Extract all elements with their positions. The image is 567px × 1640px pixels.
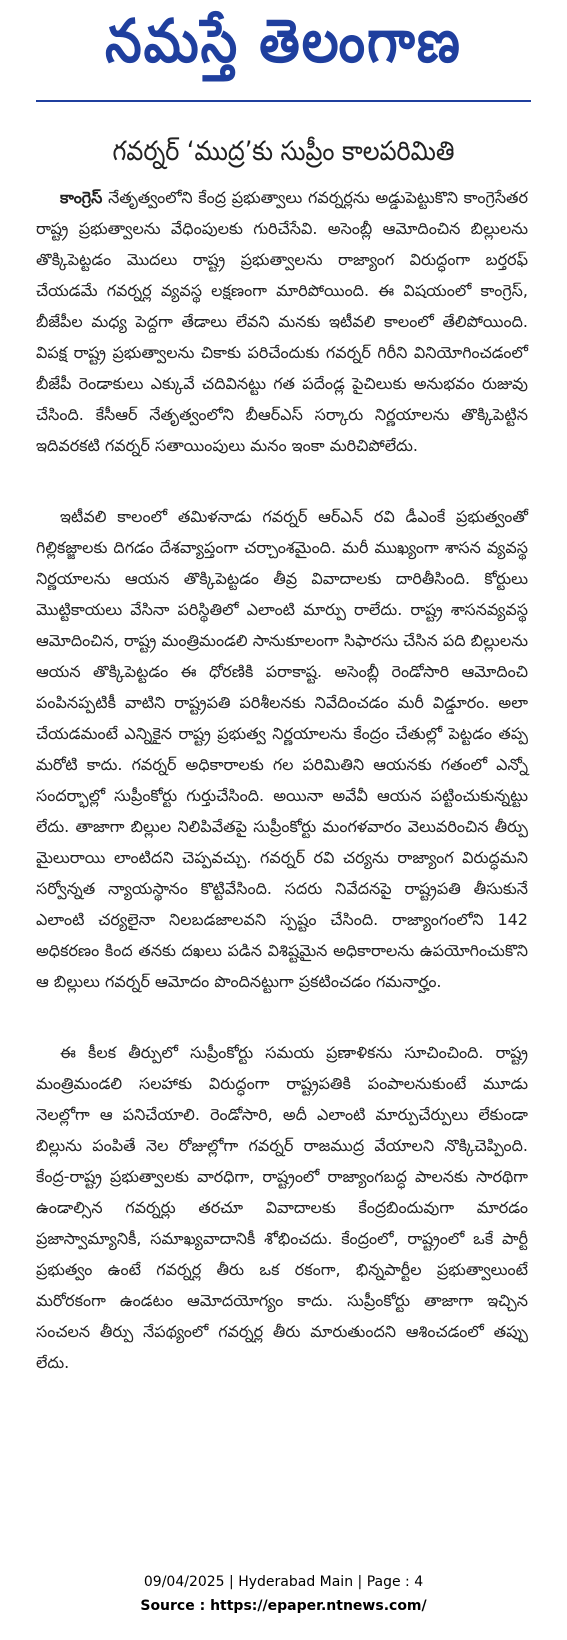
article-body xyxy=(36,182,528,1378)
paragraph-text: నేతృత్వంలోని కేంద్ర ప్రభుత్వాలు గవర్నర్లను అడ్డుపెట్టుకొని కాంగ్రెసేతర రాష్ట్ర ప్రభుత్వాలను వేధింపులకు గురిచేసేవి. అసెంబ్లీ ఆమోదించిన బిల్లులను తొక్కిపెట్టడం మొదలు రాష్ట్ర ప్రభుత్వాలను రాజ్యాంగ విరుద్ధంగా బర్తరఫ్ చేయడమే గవర్నర్ల వ్యవస్థ లక్షణంగా మారిపోయింది. ఈ విషయంలో కాంగ్రెస్, బీజేపీల మధ్య పెద్దగా తేడాలు లేవని మనకు ఇటీవలి కాలంలో తేలిపోయింది. విపక్ష రాష్ట్ర ప్రభుత్వాలను చికాకు పరిచేందుకు గవర్నర్ గిరీని వినియోగించడంలో బీజేపీ రెండాకులు ఎక్కువే చదివినట్టు గత పదేండ్ల పైచిలుకు అనుభవం రుజువు చేసింది. కేసీఆర్ నేతృత్వంలోని బీఆర్ఎస్ సర్కారు నిర్ణయాలను తొక్కిపెట్టిన ఇదివరకటి గవర్నర్ సతాయింపులు మనం ఇంకా మరిచిపోలేదు. xyxy=(36,188,528,455)
article-headline: గవర్నర్ ‘ముద్ర’కు సుప్రీం కాలపరిమితి xyxy=(112,136,455,168)
footer-edition-info: 09/04/2025 | Hyderabad Main | Page : 4 xyxy=(143,1574,424,1590)
masthead-divider xyxy=(36,100,531,102)
paragraph-lead-word: కాంగ్రెస్ xyxy=(60,188,103,207)
article-paragraph xyxy=(36,1037,528,1378)
footer-source: Source : https://epaper.ntnews.com/ xyxy=(140,1598,427,1614)
article-paragraph xyxy=(36,182,528,461)
article-paragraph xyxy=(36,501,528,997)
masthead xyxy=(0,0,567,98)
newspaper-logo: నమస్తే తెలంగాణ xyxy=(105,7,462,77)
paragraph-text: ఈ కీలక తీర్పులో సుప్రీంకోర్టు సమయ ప్రణాళికను సూచించింది. రాష్ట్ర మంత్రిమండలి సలహాకు విరుద్ధంగా రాష్ట్రపతికి పంపాలనుకుంటే మూడు నెలల్లోగా ఆ పనిచేయాలి. రెండోసారి, అదీ ఎలాంటి మార్పుచేర్పులు లేకుండా బిల్లును పంపితే నెల రోజుల్లోగా గవర్నర్ రాజముద్ర వేయాలని నొక్కిచెప్పింది. కేంద్ర-రాష్ట్ర ప్రభుత్వాలకు వారధిగా, రాష్ట్రంలో రాజ్యాంగబద్ధ పాలనకు సారథిగా ఉండాల్సిన గవర్నర్లు తరచూ వివాదాలకు కేంద్రబిందువుగా మారడం ప్రజాస్వామ్యానికీ, సమాఖ్యవాదానికీ శోభించదు. కేంద్రంలో, రాష్ట్రంలో ఒకే పార్టీ ప్రభుత్వం ఉంటే గవర్నర్ల తీరు ఒక రకంగా, భిన్నపార్టీల ప్రభుత్వాలుంటే మరోరకంగా ఉండటం ఆమోదయోగ్యం కాదు. సుప్రీంకోర్టు తాజాగా ఇచ్చిన సంచలన తీర్పు నేపథ్యంలో గవర్నర్ల తీరు మారుతుందని ఆశించడంలో తప్పు లేదు. xyxy=(36,1043,528,1372)
paragraph-text: ఇటీవలి కాలంలో తమిళనాడు గవర్నర్ ఆర్ఎన్ రవి డీఎంకే ప్రభుత్వంతో గిల్లికజ్జాలకు దిగడం దేశవ్యాప్తంగా చర్చాంశమైంది. మరీ ముఖ్యంగా శాసన వ్యవస్థ నిర్ణయాలను ఆయన తొక్కిపెట్టడం తీవ్ర వివాదాలకు దారితీసింది. కోర్టులు మొట్టికాయలు వేసినా పరిస్థితిలో ఎలాంటి మార్పు రాలేదు. రాష్ట్ర శాసనవ్యవస్థ ఆమోదించిన, రాష్ట్ర మంత్రిమండలి సానుకూలంగా సిఫారసు చేసిన పది బిల్లులను ఆయన తొక్కిపెట్టడం ఈ ధోరణికి పరాకాష్ట. అసెంబ్లీ రెండోసారి ఆమోదించి పంపినప్పటికీ వాటిని రాష్ట్రపతి పరిశీలనకు నివేదించడం మరీ విడ్డూరం. అలా చేయడమంటే ఎన్నికైన రాష్ట్ర ప్రభుత్వ నిర్ణయాలను కేంద్రం చేతుల్లో పెట్టడం తప్ప మరోటి కాదు. గవర్నర్ అధికారాలకు గల పరిమితిని ఆయనకు గతంలో ఎన్నో సందర్భాల్లో సుప్రీంకోర్టు గుర్తుచేసింది. అయినా అవేవీ ఆయన పట్టించుకున్నట్టు లేదు. తాజాగా బిల్లుల నిలిపివేతపై సుప్రీంకోర్టు మంగళవారం వెలువరించిన తీర్పు మైలురాయి లాంటిదని చెప్పవచ్చు. గవర్నర్ రవి చర్యను రాజ్యాంగ విరుద్ధమని సర్వోన్నత న్యాయస్థానం కొట్టివేసింది. సదరు నివేదనపై రాష్ట్రపతి తీసుకునే ఎలాంటి చర్యలైనా నిలబడజాలవని స్పష్టం చేసింది. రాజ్యాంగంలోని 142 అధికరణం కింద తనకు దఖలు పడిన విశిష్టమైన అధికారాలను ఉపయోగించుకొని ఆ బిల్లులు గవర్నర్ ఆమోదం పొందినట్టుగా ప్రకటించడం గమనార్హం. xyxy=(36,507,528,991)
